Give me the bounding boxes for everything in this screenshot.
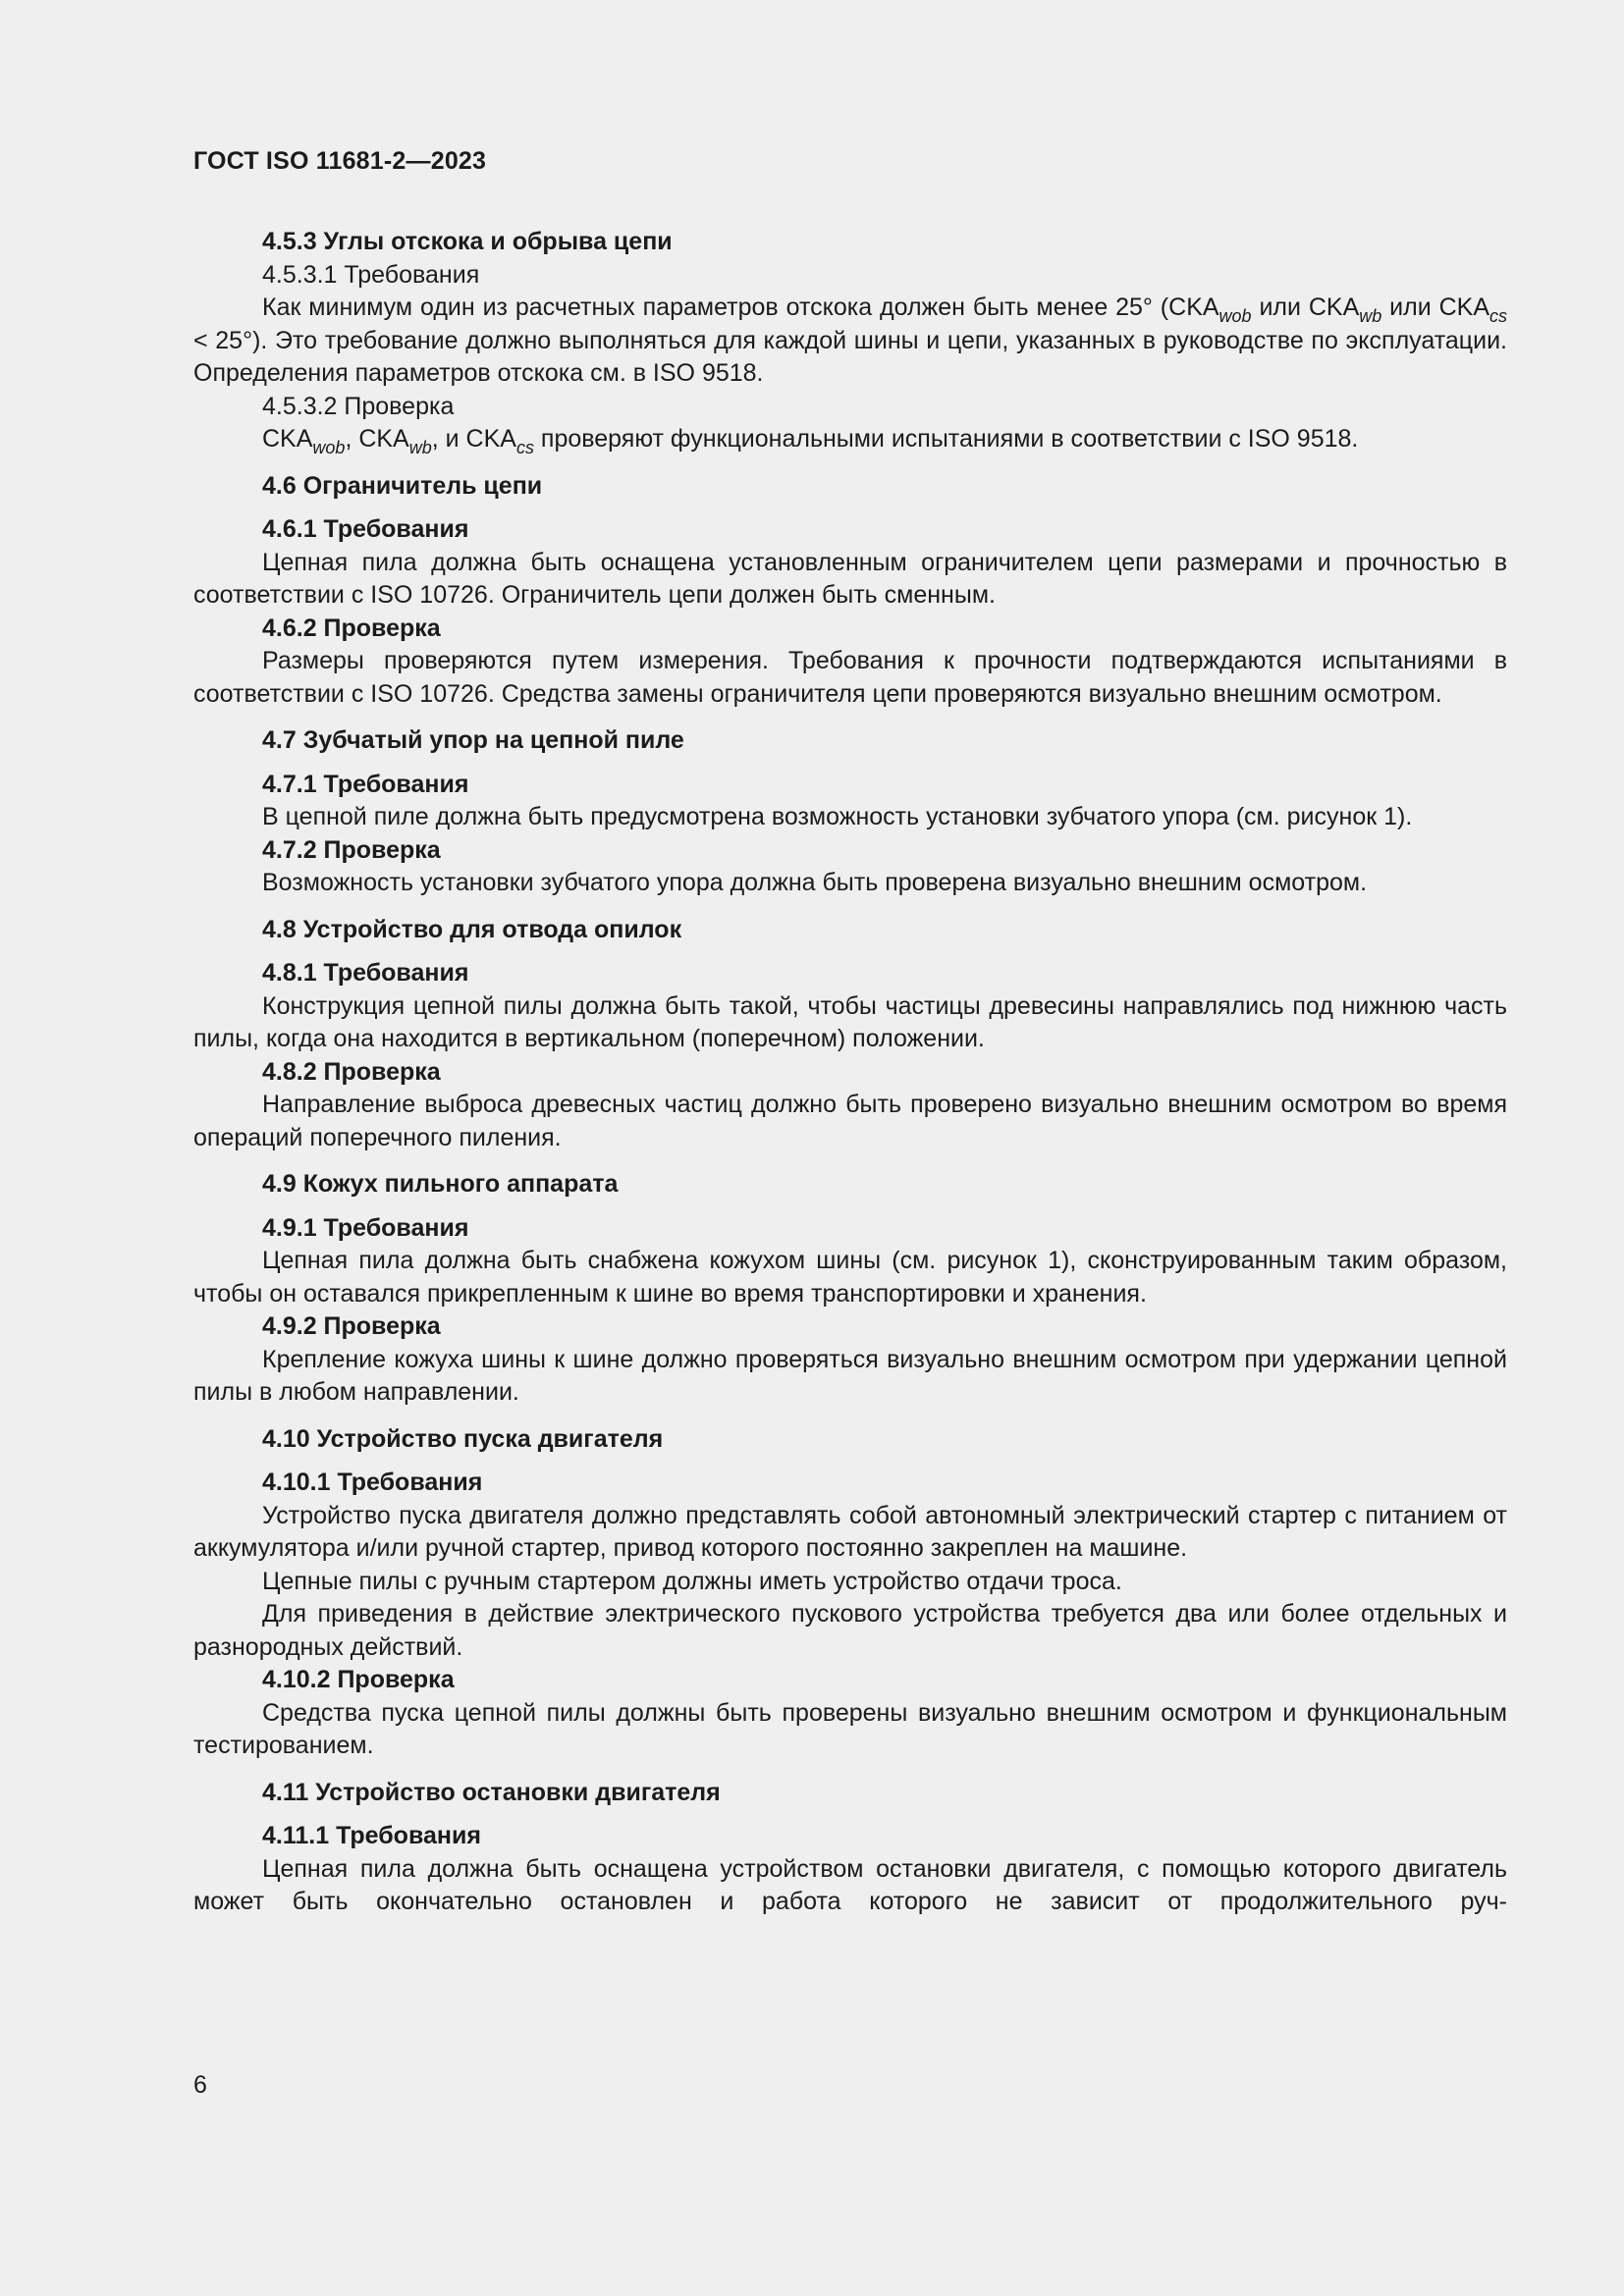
section-4-6-1-title: 4.6.1 Требования xyxy=(262,515,469,543)
section-4-8-1-text: Конструкция цепной пилы должна быть такой, чтобы частицы древесины направлялись под нижнюю часть пилы, когда она находится в вертикальном (поперечном) положении. xyxy=(193,991,1507,1052)
section-4-6-title: 4.6 Ограничитель цепи xyxy=(262,471,543,500)
document-body xyxy=(193,226,1507,1919)
section-4-10-1-text-1: Устройство пуска двигателя должно представлять собой автономный электрический стартер с питанием от аккумулятора и/или ручной стартер, привод которого постоянно закреплен на машине. xyxy=(193,1501,1507,1562)
section-4-5-3-title: 4.5.3 Углы отскока и обрыва цепи xyxy=(262,228,673,255)
section-4-10-1-title: 4.10.1 Требования xyxy=(262,1468,483,1496)
section-4-6-2-title: 4.6.2 Проверка xyxy=(262,614,441,642)
section-4-8-2-text: Направление выброса древесных частиц должно быть проверено визуально внешним осмотром во время операций поперечного пиления. xyxy=(193,1091,1507,1151)
section-4-5-3-1-text: Как минимум один из расчетных параметров отскока должен быть менее 25° ($CKA_{wob}$ или $CKA_{wb}$ или $CKA_{cs} < 25^\circ$). Это требование должно выполняться для каждой шины и цепи, указанных в руководстве по эксплуатации. Определения параметров отскока см. в ISO 9518. xyxy=(193,294,1507,387)
section-4-10-1-text-2: Цепные пилы с ручным стартером должны иметь устройство отдачи троса. xyxy=(262,1567,1122,1595)
section-4-5-3-2-title: 4.5.3.2 Проверка xyxy=(262,392,455,420)
section-4-6-1-text: Цепная пила должна быть оснащена установленным ограничителем цепи размерами и прочностью в соответствии с ISO 10726. Ограничитель цепи должен быть сменным. xyxy=(193,548,1507,609)
section-4-11-1-text: Цепная пила должна быть оснащена устройством остановки двигателя, с помощью которого двигатель может быть окончательно остановлен и работа которого не зависит от продолжительного руч- xyxy=(193,1854,1507,1915)
section-4-11-title: 4.11 Устройство остановки двигателя xyxy=(262,1778,721,1806)
section-4-9-1-text: Цепная пила должна быть снабжена кожухом шины (см. рисунок 1), сконструированным таким образом, чтобы он оставался прикрепленным к шине во время транспортировки и хранения. xyxy=(193,1247,1507,1308)
document-header: ГОСТ ISO 11681-2—2023 xyxy=(193,147,487,175)
section-4-7-title: 4.7 Зубчатый упор на цепной пиле xyxy=(262,726,684,754)
section-4-9-title: 4.9 Кожух пильного аппарата xyxy=(262,1170,619,1198)
section-4-9-2-title: 4.9.2 Проверка xyxy=(262,1312,441,1340)
section-4-6-2-text: Размеры проверяются путем измерения. Требования к прочности подтверждаются испытаниями в соответствии с ISO 10726. Средства замены ограничителя цепи проверяются визуально внешним осмотром. xyxy=(193,647,1507,708)
section-4-8-1-title: 4.8.1 Требования xyxy=(262,959,469,987)
section-4-8-2-title: 4.8.2 Проверка xyxy=(262,1057,441,1086)
page-number: 6 xyxy=(193,2071,207,2099)
section-4-7-2-title: 4.7.2 Проверка xyxy=(262,835,441,864)
section-4-7-1-text: В цепной пиле должна быть предусмотрена возможность установки зубчатого упора (см. рисунок 1). xyxy=(262,803,1413,830)
section-4-7-1-title: 4.7.1 Требования xyxy=(262,770,469,798)
section-4-5-3-2-text: $CKA_{wob}$, $CKA_{wb}$, и $CKA_{cs}$ проверяют функциональными испытаниями в соответствии с ISO 9518. xyxy=(262,425,1359,457)
section-4-9-2-text: Крепление кожуха шины к шине должно проверяться визуально внешним осмотром при удержании цепной пилы в любом направлении. xyxy=(193,1345,1507,1406)
section-4-9-1-title: 4.9.1 Требования xyxy=(262,1213,469,1242)
section-4-10-2-title: 4.10.2 Проверка xyxy=(262,1666,455,1693)
section-4-10-1-text-3: Для приведения в действие электрического пускового устройства требуется два или более отдельных и разнородных действий. xyxy=(193,1600,1507,1661)
section-4-8-title: 4.8 Устройство для отвода опилок xyxy=(262,915,682,943)
section-4-11-1-title: 4.11.1 Требования xyxy=(262,1822,481,1849)
section-4-10-2-text: Средства пуска цепной пилы должны быть проверены визуально внешним осмотром и функциональным тестированием. xyxy=(193,1698,1507,1759)
section-4-10-title: 4.10 Устройство пуска двигателя xyxy=(262,1424,664,1453)
section-4-7-2-text: Возможность установки зубчатого упора должна быть проверена визуально внешним осмотром. xyxy=(262,869,1368,896)
section-4-5-3-1-title: 4.5.3.1 Требования xyxy=(262,260,480,289)
